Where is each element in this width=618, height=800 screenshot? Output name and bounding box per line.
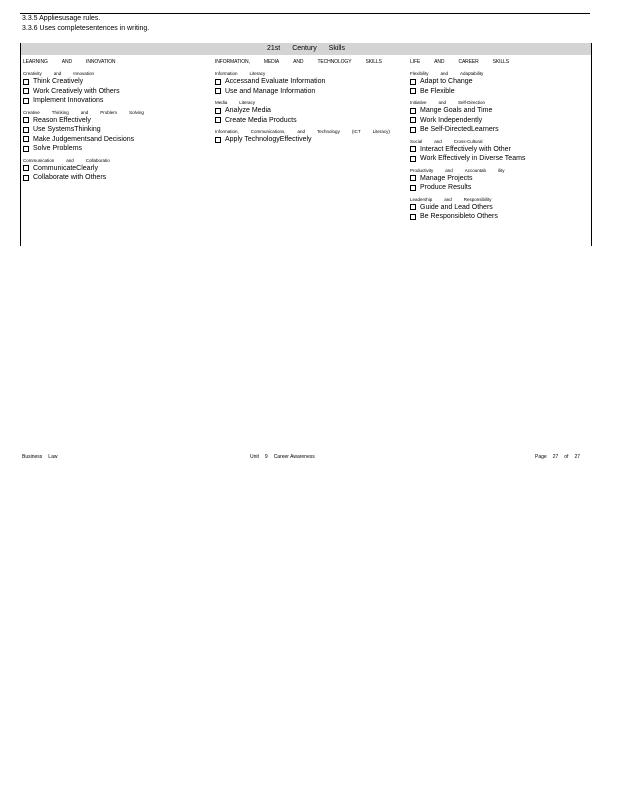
skill-group [410,197,525,222]
skill-item [215,106,402,116]
skill-checkbox[interactable] [410,214,416,220]
footer-unit [250,454,321,460]
skill-group-title-word: and [440,71,449,76]
skill-group-title-word: Communications, [250,129,286,134]
skill-checkbox[interactable] [23,98,29,104]
skill-item [23,116,156,126]
footer-center-word: 9 [264,454,268,460]
skill-group-title-word: and [66,157,74,163]
skill-checkbox[interactable] [23,88,29,94]
skill-group-title-word: Productivity [410,167,434,173]
footer-center-word: Career Awareness [273,454,315,460]
skill-group [23,71,156,106]
skill-label: Accessand Evaluate Information [225,78,326,86]
skill-item [410,174,525,184]
column-heading-word: MEDIA [263,59,280,65]
skill-group [410,71,525,96]
skill-checkbox[interactable] [215,79,221,85]
column-heading-word: TECHNOLOGY [317,59,352,65]
skill-group-title-word: Information, [215,129,239,134]
skill-group [410,139,525,164]
skill-checkbox[interactable] [23,79,29,85]
skill-item [410,77,525,87]
column-heading [215,59,402,65]
skill-checkbox[interactable] [23,165,29,171]
skill-item [23,164,156,174]
skill-checkbox[interactable] [215,137,221,143]
column-heading-word: LIFE [410,59,421,65]
skill-checkbox[interactable] [23,117,29,123]
skill-group [215,71,402,96]
footer-page-number [535,454,586,460]
skill-group-title-word: Technology [317,129,340,134]
skill-group-title-word: Adaptability [460,71,484,76]
skill-label: Be Flexible [420,87,455,95]
column-heading-word: CAREER [458,59,479,65]
skill-item [410,87,525,97]
skill-group-title-word: Flexibility [410,71,429,76]
skill-group-title-word: Literacy) [372,129,390,134]
skill-checkbox[interactable] [23,136,29,142]
skill-item [215,135,402,145]
column-heading-word: AND [61,59,73,65]
footer-right-word: Page [535,454,547,460]
skill-checkbox[interactable] [410,117,416,123]
century-skills-table [20,43,592,246]
skill-group-title-word: Creative [23,109,40,115]
column-heading-word: SKILLS [365,59,382,65]
skill-item [410,203,525,213]
column-heading-word: INFORMATION, [215,59,250,65]
skill-label: Mange Goals and Time [420,107,493,115]
skill-group-title-word: Innovation [73,71,95,76]
skill-label: Make Judgementsand Decisions [33,135,135,143]
skill-item [23,125,156,135]
skill-label: Implement Innovations [33,97,104,105]
skills-header: 21st Century Skills [21,43,591,55]
skill-group-title-word: Information [215,71,238,76]
intro-text [22,14,149,34]
skill-group-title-word: and [434,138,442,144]
skill-group [410,100,525,135]
skill-group-title-word: and [80,109,89,115]
skill-checkbox[interactable] [410,79,416,85]
column-heading-word: INNOVATION [86,59,116,65]
skill-label: Produce Results [420,184,472,192]
column-heading [23,59,156,65]
skill-item [23,135,156,145]
skill-label: Interact Effectively with Other [420,145,511,153]
skill-label: Analyze Media [225,107,271,115]
skill-item [23,144,156,154]
skill-group-title-word: Literacy [249,71,266,76]
skill-label: Reason Effectively [33,116,91,124]
skill-group-title-word: Creativity [23,71,42,76]
skill-label: Use SystemsThinking [33,126,101,134]
standard-3-3-5: 3.3.5 Appliesusage rules. [22,15,101,22]
skill-group-title-word: Literacy [239,100,256,105]
column-heading [410,59,525,65]
skill-label: Guide and Lead Others [420,203,493,211]
skill-group-title [215,129,402,135]
page-footer [22,454,588,462]
skill-group [23,110,156,154]
skill-group [23,158,156,183]
skill-group-title-word: Problem [100,109,118,115]
skill-group-title-word: Media [215,100,228,105]
skill-item [23,96,156,106]
footer-left-word: Law [48,454,58,460]
footer-course [22,454,63,460]
skill-label: Solve Problems [33,145,83,153]
skill-item [23,77,156,87]
skill-item [215,77,402,87]
skill-group [215,129,402,145]
skill-item [410,116,525,126]
footer-center-word: Unit [250,454,259,460]
skill-checkbox[interactable] [410,88,416,94]
skill-label: Work Effectively in Diverse Teams [420,155,526,163]
skill-item [410,183,525,193]
skill-group-title-word: ility [498,167,505,173]
skill-checkbox[interactable] [410,146,416,152]
skill-group-title-word: Communication [23,157,55,163]
skill-group-title-word: Social [410,138,423,144]
skill-item [215,116,402,126]
skill-checkbox[interactable] [215,117,221,123]
skill-group-title-word: Responsibility [463,196,492,202]
footer-right-word: 27 [574,454,580,460]
footer-right-word: of [564,454,569,460]
skill-label: Adapt to Change [420,78,473,86]
skill-checkbox[interactable] [410,156,416,162]
skill-group [215,100,402,125]
skill-label: Be Self-DirectedLearners [420,126,499,134]
footer-left-word: Business [22,454,43,460]
skill-item [23,87,156,97]
skill-group-title [23,110,156,116]
skill-checkbox[interactable] [23,146,29,152]
skill-group-title-word: Leadership [410,196,433,202]
skill-label: Work Independently [420,116,483,124]
skill-group-title-word: and [297,129,306,134]
column-heading-word: AND [434,59,445,65]
skill-checkbox[interactable] [23,127,29,133]
column-learning-innovation [23,59,156,187]
skill-group-title-word: and [438,100,447,105]
skill-checkbox[interactable] [215,88,221,94]
skill-group-title-word: and [53,71,62,76]
column-heading-word: LEARNING [23,59,48,65]
skill-checkbox[interactable] [23,175,29,181]
skill-group-title [410,168,525,174]
skill-label: Manage Projects [420,174,473,182]
skill-item [410,125,525,135]
skill-group-title-word: Cross-Cultural [453,138,483,144]
skill-group-title-word: and [445,167,453,173]
skill-group-title-word: Solving [129,109,144,115]
skill-checkbox[interactable] [410,108,416,114]
skill-group-title-word: and [444,196,452,202]
skill-checkbox[interactable] [410,175,416,181]
skill-label: Create Media Products [225,116,297,124]
skill-group-title-word: Self-Direction [458,100,486,105]
column-heading-word: AND [293,59,304,65]
skill-group-title-word: Initiative [410,100,427,105]
skill-checkbox[interactable] [215,108,221,114]
footer-right-word: 27 [552,454,559,460]
skill-checkbox[interactable] [410,204,416,210]
column-life-career [410,59,525,226]
skill-group-title-word: Thinking [51,109,69,115]
skill-item [410,212,525,222]
skill-label: Apply TechnologyEffectively [225,136,312,144]
skill-group-title-word: Collaboratio [85,157,110,163]
column-information-media-technology [215,59,402,149]
skill-label: Be Responsibleto Others [420,213,498,221]
skill-checkbox[interactable] [410,185,416,191]
standard-3-3-6: 3.3.6 Uses completesentences in writing. [22,25,150,32]
skill-group-title-word: (ICT [351,129,361,134]
skill-group-title-word: Accountab [464,167,487,173]
skill-label: Collaborate with Others [33,174,107,182]
skill-group [410,168,525,193]
skill-item [410,145,525,155]
skill-item [410,106,525,116]
skill-label: CommunicateClearly [33,164,98,172]
skill-item [23,173,156,183]
skill-label: Work Creatively with Others [33,87,120,95]
skill-item [410,154,525,164]
skill-checkbox[interactable] [410,127,416,133]
skill-item [215,87,402,97]
skill-label: Think Creatively [33,78,84,86]
skill-label: Use and Manage Information [225,87,316,95]
column-heading-word: SKILLS [492,59,510,65]
